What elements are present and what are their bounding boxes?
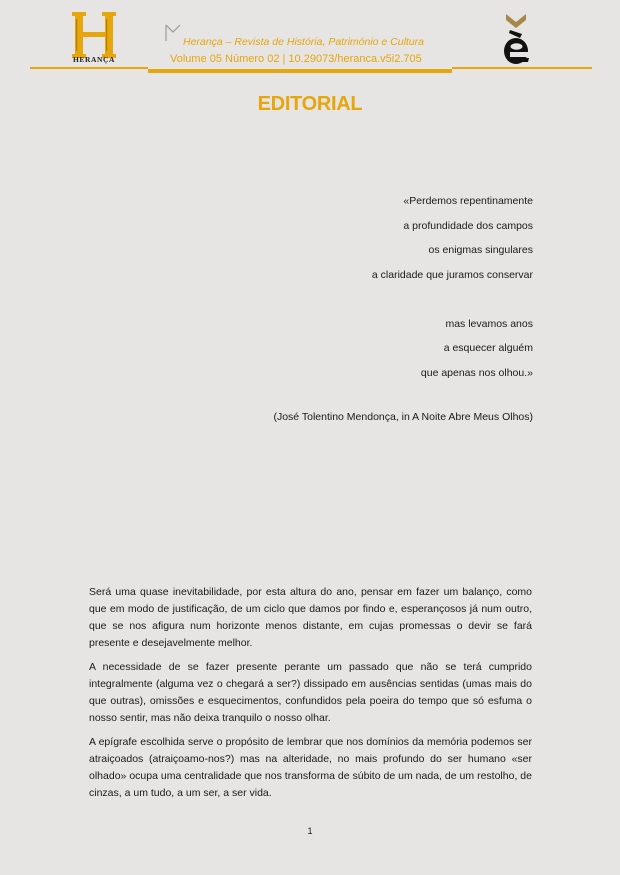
body-paragraph: A necessidade de se fazer presente perante um passado que não se terá cumprido integralmente (alguma vez o chegará a ser?) dissipado em ausências sentidas (umas mais do que outras), omissões e esquecimentos, confundidos pela poeira do tempo que só esfuma o nosso sentir, mas não deixa tranquilo o nosso olhar. — [89, 661, 532, 724]
page-title: EDITORIAL — [257, 93, 363, 115]
journal-volume-doi: Volume 05 Número 02 | 10.29073/heranca.v5i2.705 — [170, 53, 422, 65]
logo-label: HERANÇA — [72, 55, 116, 64]
epigraph-line: os enigmas singulares — [428, 244, 533, 256]
page-header — [0, 0, 620, 80]
header-rule-right — [452, 67, 592, 69]
body-paragraph: A epígrafe escolhida serve o propósito de lembrar que nos domínios da memória podemos ser atraiçoados (atraiçoamo-nos?) mas na alteridade, no mais profundo do ser humano «ser olhado» ocupa uma centralidade que nos transforma de súbito de um nada, de um restolho, de cinzas, a um tudo, a um ser, a ser vida. — [89, 736, 532, 799]
epigraph-line: a esquecer alguém — [443, 342, 533, 354]
editorial-body — [89, 584, 532, 809]
body-paragraph: Será uma quase inevitabilidade, por esta altura do ano, pensar em fazer um balanço, como que em modo de justificação, de um ciclo que damos por findo e, esperançosos já num outro, que se nos afigura num horizonte menos distante, em cujas promessas o devir se fará presente e desejavelmente melhor. — [89, 586, 532, 649]
epigraph-line: que apenas nos olhou.» — [420, 366, 533, 379]
epigraph-line: a claridade que juramos conservar — [371, 268, 533, 281]
epigraph-citation: (José Tolentino Mendonça, in A Noite Abre Meus Olhos) — [273, 411, 533, 423]
journal-title: Herança – Revista de História, Património e Cultura — [183, 36, 425, 48]
epigraph-line: mas levamos anos — [445, 317, 533, 330]
header-rule-left — [30, 67, 148, 69]
page-number: 1 — [307, 826, 313, 836]
e-letter-logo-icon — [500, 12, 536, 66]
header-rule-middle — [148, 69, 452, 73]
epigraph-line: a profundidade dos campos — [403, 219, 533, 232]
chevron-mark-icon — [165, 24, 181, 42]
epigraph-line: «Perdemos repentinamente — [403, 195, 533, 207]
epigraph — [273, 195, 533, 436]
